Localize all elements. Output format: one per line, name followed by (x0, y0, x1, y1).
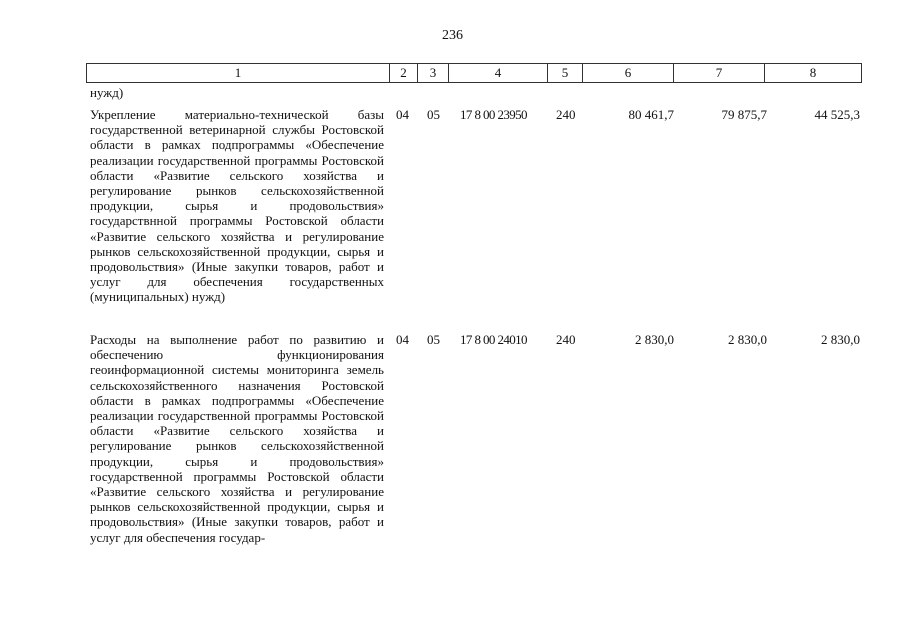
row-amount-1: 2 830,0 (635, 332, 674, 347)
column-header-5: 5 (548, 64, 583, 83)
row-amount-3: 44 525,3 (814, 107, 860, 122)
row-amount-2: 79 875,7 (721, 107, 767, 122)
row-subsection-code: 05 (427, 332, 440, 347)
continued-text: нужд) (90, 85, 124, 100)
row-section-code: 04 (396, 332, 409, 347)
column-header-7: 7 (674, 64, 765, 83)
row-subsection-code: 05 (427, 107, 440, 122)
row-expense-type-code: 240 (556, 107, 576, 122)
row-expense-type-code: 240 (556, 332, 576, 347)
column-header-2: 2 (390, 64, 418, 83)
page-number: 236 (442, 28, 463, 43)
row-description: Укрепление материально-технической базы государственной ветеринарной службы Ростовской области в рамках подпрограммы «Обеспечение реализации государственной программы Ростовской области «Развитие сельского хозяйства и регулирование рынков сельскохозяйственной продукции, сырья и продовольствия» государствнной программы Ростовской области «Развитие сельского хозяйства и регулирование рынков сельскохозяйственной продукции, сырья и продовольствия» (Иные закупки товаров, работ и услуг для обеспечения государственных (муниципальных) нужд) (90, 107, 384, 305)
column-header-3: 3 (418, 64, 449, 83)
row-section-code: 04 (396, 107, 409, 122)
column-header-8: 8 (765, 64, 862, 83)
row-amount-3: 2 830,0 (821, 332, 860, 347)
column-header-1: 1 (87, 64, 390, 83)
row-amount-2: 2 830,0 (728, 332, 767, 347)
column-header-table (86, 63, 862, 83)
column-header-4: 4 (449, 64, 548, 83)
row-target-article-code: 17 8 00 24010 (460, 332, 527, 347)
column-header-6: 6 (583, 64, 674, 83)
row-target-article-code: 17 8 00 23950 (460, 107, 527, 122)
column-header-row (87, 64, 862, 83)
row-description: Расходы на выполнение работ по развитию и обеспечению функционирования геоинформационной системы мониторинга земель сельскохозяйственного назначения Ростовской области в рамках подпрограммы «Обеспечение реализации государственной программы Ростовской области «Развитие сельского хозяйства и регулирование рынков сельскохозяйственной продукции, сырья и продовольствия» государственной программы Ростовской области «Развитие сельского хозяйства и регулирование рынков сельскохозяйственной продукции, сырья и продовольствия» (Иные закупки товаров, работ и услуг для обеспечения государ- (90, 332, 384, 545)
row-amount-1: 80 461,7 (628, 107, 674, 122)
